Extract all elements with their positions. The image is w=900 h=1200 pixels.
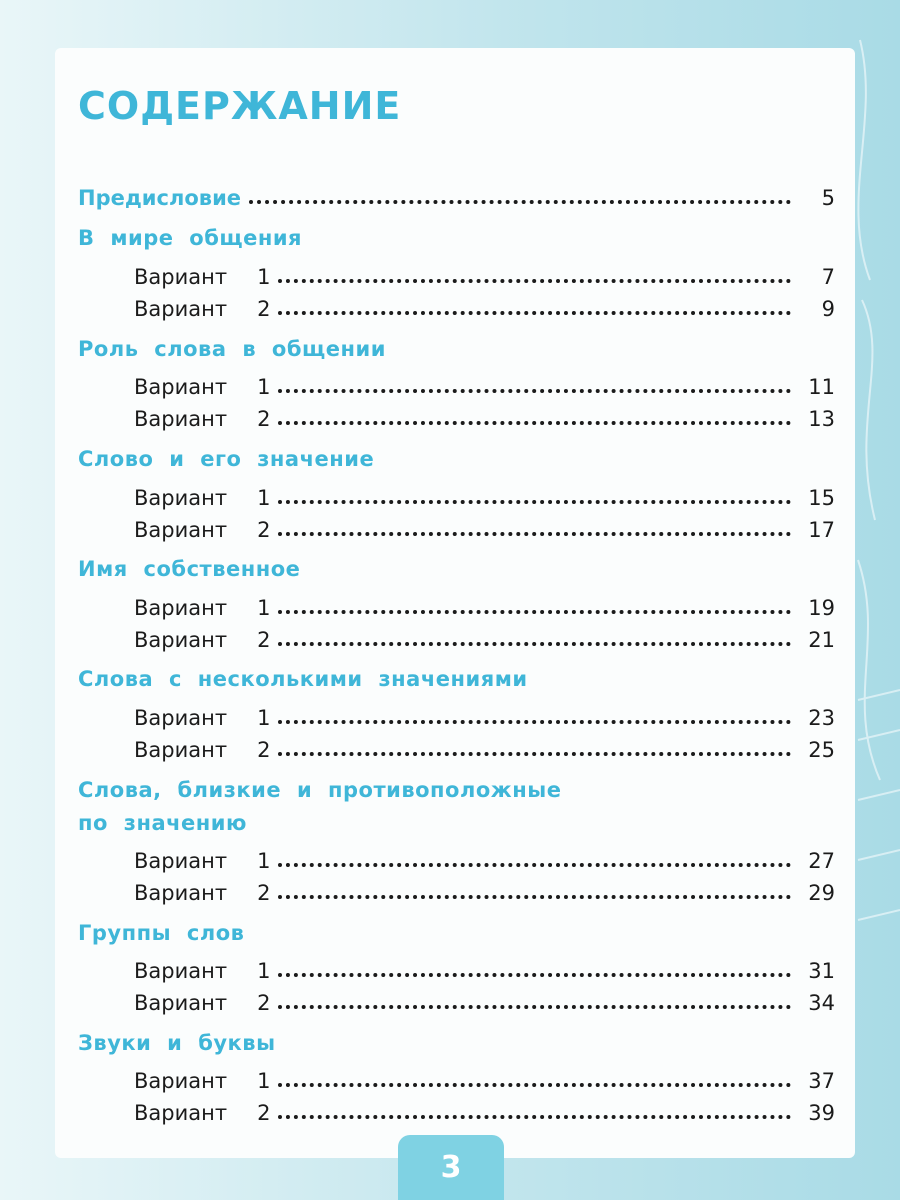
variant-number: 1 xyxy=(257,849,271,873)
variant-label: Вариант xyxy=(134,738,228,762)
section-heading[interactable]: Звуки и буквы xyxy=(78,1031,276,1055)
toc-page-number: 31 xyxy=(808,959,835,983)
toc-entry-preface[interactable] xyxy=(78,180,835,210)
page-number: 3 xyxy=(440,1150,462,1185)
toc-page-number: 9 xyxy=(821,297,835,321)
dot-leader xyxy=(278,532,791,536)
variant-label: Вариант xyxy=(134,407,228,431)
toc-entry-variant[interactable] xyxy=(134,1063,835,1093)
page-title: СОДЕРЖАНИЕ xyxy=(78,84,402,128)
toc-page-number: 29 xyxy=(808,881,835,905)
toc-entry-variant[interactable] xyxy=(134,622,835,652)
dot-leader xyxy=(278,421,791,425)
toc-page-number: 23 xyxy=(808,706,835,730)
variant-number: 2 xyxy=(257,407,271,431)
page-number-tab xyxy=(398,1135,504,1200)
variant-number: 2 xyxy=(257,518,271,542)
toc-entry-variant[interactable] xyxy=(134,480,835,510)
toc-entry-variant[interactable] xyxy=(134,401,835,431)
variant-number: 2 xyxy=(257,881,271,905)
variant-label: Вариант xyxy=(134,628,228,652)
dot-leader xyxy=(249,200,791,204)
variant-number: 1 xyxy=(257,959,271,983)
variant-number: 1 xyxy=(257,596,271,620)
dot-leader xyxy=(278,1005,791,1009)
variant-number: 2 xyxy=(257,1101,271,1125)
variant-number: 1 xyxy=(257,375,271,399)
toc-entry-variant[interactable] xyxy=(134,843,835,873)
dot-leader xyxy=(278,752,791,756)
dot-leader xyxy=(278,720,791,724)
variant-label: Вариант xyxy=(134,518,228,542)
toc-entry-variant[interactable] xyxy=(134,953,835,983)
toc-page-number: 39 xyxy=(808,1101,835,1125)
variant-number: 1 xyxy=(257,1069,271,1093)
toc-page-number: 37 xyxy=(808,1069,835,1093)
variant-label: Вариант xyxy=(134,1101,228,1125)
dot-leader xyxy=(278,610,791,614)
variant-label: Вариант xyxy=(134,959,228,983)
variant-label: Вариант xyxy=(134,297,228,321)
section-heading-continuation[interactable]: по значению xyxy=(78,811,247,835)
dot-leader xyxy=(278,500,791,504)
toc-entry-variant[interactable] xyxy=(134,985,835,1015)
toc-entry-variant[interactable] xyxy=(134,369,835,399)
variant-number: 2 xyxy=(257,297,271,321)
toc-entry-variant[interactable] xyxy=(134,512,835,542)
section-heading[interactable]: Слова, близкие и противоположные xyxy=(78,778,562,802)
toc-entry-label: Предисловие xyxy=(78,186,242,210)
variant-label: Вариант xyxy=(134,706,228,730)
section-heading[interactable]: В мире общения xyxy=(78,226,303,250)
section-heading[interactable]: Имя собственное xyxy=(78,557,301,581)
toc-page-number: 5 xyxy=(821,186,835,210)
dot-leader xyxy=(278,279,791,283)
dot-leader xyxy=(278,1083,791,1087)
toc-entry-variant[interactable] xyxy=(134,732,835,762)
dot-leader xyxy=(278,895,791,899)
toc-page-number: 15 xyxy=(808,486,835,510)
variant-number: 2 xyxy=(257,738,271,762)
dot-leader xyxy=(278,311,791,315)
section-heading[interactable]: Слово и его значение xyxy=(78,447,375,471)
dot-leader xyxy=(278,1115,791,1119)
dot-leader xyxy=(278,642,791,646)
section-heading[interactable]: Группы слов xyxy=(78,921,245,945)
dot-leader xyxy=(278,973,791,977)
toc-entry-variant[interactable] xyxy=(134,875,835,905)
toc-page-number: 11 xyxy=(808,375,835,399)
variant-label: Вариант xyxy=(134,1069,228,1093)
variant-number: 1 xyxy=(257,486,271,510)
variant-number: 1 xyxy=(257,706,271,730)
toc-entry-variant[interactable] xyxy=(134,259,835,289)
toc-page-number: 13 xyxy=(808,407,835,431)
toc-page-number: 17 xyxy=(808,518,835,542)
variant-number: 2 xyxy=(257,991,271,1015)
toc-page-number: 25 xyxy=(808,738,835,762)
dot-leader xyxy=(278,863,791,867)
variant-label: Вариант xyxy=(134,991,228,1015)
toc-page-number: 19 xyxy=(808,596,835,620)
toc-entry-variant[interactable] xyxy=(134,1095,835,1125)
toc-page-number: 34 xyxy=(808,991,835,1015)
variant-label: Вариант xyxy=(134,486,228,510)
variant-number: 1 xyxy=(257,265,271,289)
dot-leader xyxy=(278,389,791,393)
variant-label: Вариант xyxy=(134,596,228,620)
toc-entry-variant[interactable] xyxy=(134,590,835,620)
toc-page-number: 27 xyxy=(808,849,835,873)
section-heading[interactable]: Слова с несколькими значениями xyxy=(78,667,528,691)
variant-label: Вариант xyxy=(134,265,228,289)
section-heading[interactable]: Роль слова в общении xyxy=(78,337,386,361)
variant-label: Вариант xyxy=(134,375,228,399)
toc-page-number: 21 xyxy=(808,628,835,652)
toc-entry-variant[interactable] xyxy=(134,700,835,730)
variant-number: 2 xyxy=(257,628,271,652)
variant-label: Вариант xyxy=(134,881,228,905)
toc-page-number: 7 xyxy=(821,265,835,289)
variant-label: Вариант xyxy=(134,849,228,873)
toc-entry-variant[interactable] xyxy=(134,291,835,321)
